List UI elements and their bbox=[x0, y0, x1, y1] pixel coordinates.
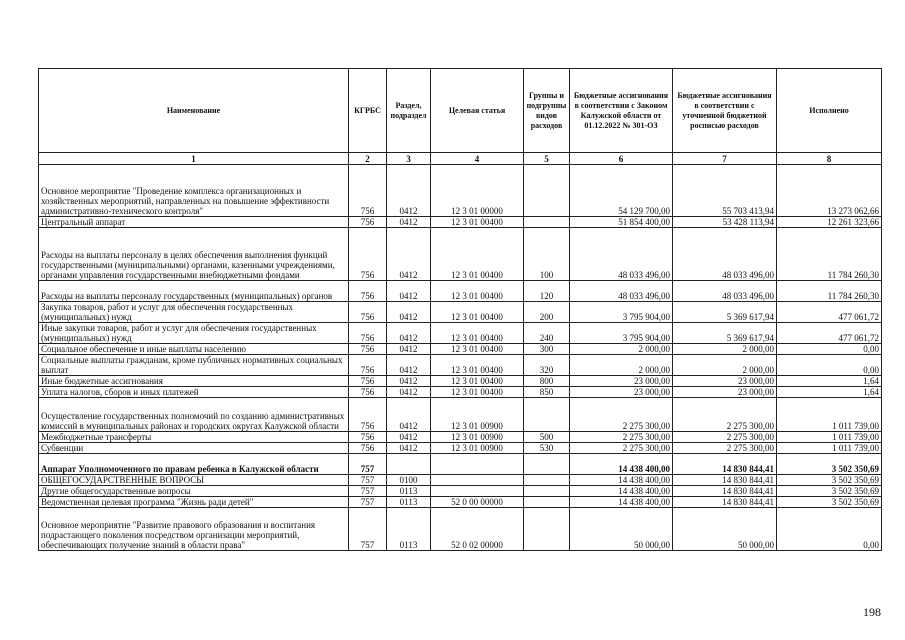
cell-statya: 12 3 01 00900 bbox=[431, 432, 524, 443]
col-num: 5 bbox=[524, 153, 570, 165]
col-num: 2 bbox=[349, 153, 387, 165]
cell-statya: 12 3 01 00900 bbox=[431, 443, 524, 454]
column-number-row bbox=[39, 153, 882, 165]
cell-statya: 12 3 01 00400 bbox=[431, 344, 524, 355]
cell-kgrbs: 756 bbox=[349, 344, 387, 355]
cell-razdel: 0412 bbox=[387, 344, 431, 355]
cell-vid: 240 bbox=[524, 323, 570, 344]
cell-rospis: 55 703 413,94 bbox=[673, 165, 777, 217]
cell-kgrbs: 757 bbox=[349, 486, 387, 497]
cell-razdel bbox=[387, 454, 431, 475]
cell-razdel: 0412 bbox=[387, 387, 431, 398]
budget-table-container bbox=[38, 68, 881, 551]
cell-kgrbs: 756 bbox=[349, 228, 387, 281]
cell-law: 2 275 300,00 bbox=[570, 398, 673, 432]
cell-kgrbs: 756 bbox=[349, 376, 387, 387]
cell-statya bbox=[431, 486, 524, 497]
cell-kgrbs: 756 bbox=[349, 432, 387, 443]
table-row bbox=[39, 454, 882, 475]
cell-razdel: 0412 bbox=[387, 376, 431, 387]
cell-done: 1 011 739,00 bbox=[777, 443, 882, 454]
cell-law: 48 033 496,00 bbox=[570, 281, 673, 302]
cell-vid: 100 bbox=[524, 228, 570, 281]
cell-rospis: 23 000,00 bbox=[673, 387, 777, 398]
cell-kgrbs: 756 bbox=[349, 443, 387, 454]
cell-name: Расходы на выплаты персоналу в целях обеспечения выполнения функций государственными (муниципальными) органами, казенными учреждениями, органами управления государственными внебюджетными фондами bbox=[39, 228, 349, 281]
table-row bbox=[39, 387, 882, 398]
cell-kgrbs: 756 bbox=[349, 281, 387, 302]
cell-law: 50 000,00 bbox=[570, 508, 673, 551]
table-row bbox=[39, 281, 882, 302]
cell-statya: 12 3 01 00400 bbox=[431, 228, 524, 281]
cell-done: 1 011 739,00 bbox=[777, 398, 882, 432]
cell-done: 477 061,72 bbox=[777, 323, 882, 344]
cell-vid bbox=[524, 165, 570, 217]
cell-vid bbox=[524, 454, 570, 475]
cell-name: Закупка товаров, работ и услуг для обеспечения государственных (муниципальных) нужд bbox=[39, 302, 349, 323]
col-num: 7 bbox=[673, 153, 777, 165]
table-row bbox=[39, 508, 882, 551]
cell-kgrbs: 757 bbox=[349, 508, 387, 551]
cell-statya: 12 3 01 00400 bbox=[431, 217, 524, 228]
cell-name: Осуществление государственных полномочий по созданию административных комиссий в муниципальных районах и городских округах Калужской области bbox=[39, 398, 349, 432]
cell-kgrbs: 756 bbox=[349, 323, 387, 344]
cell-kgrbs: 757 bbox=[349, 454, 387, 475]
cell-rospis: 53 428 113,94 bbox=[673, 217, 777, 228]
cell-done: 1,64 bbox=[777, 376, 882, 387]
cell-vid: 300 bbox=[524, 344, 570, 355]
cell-done: 0,00 bbox=[777, 344, 882, 355]
cell-name: Аппарат Уполномоченного по правам ребенка в Калужской области bbox=[39, 454, 349, 475]
cell-law: 48 033 496,00 bbox=[570, 228, 673, 281]
cell-kgrbs: 756 bbox=[349, 302, 387, 323]
cell-statya: 12 3 01 00000 bbox=[431, 165, 524, 217]
budget-table bbox=[38, 68, 882, 551]
cell-name: Основное мероприятие "Развитие правового образования и воспитания подрастающего поколения посредством организации мероприятий, обеспечивающих получение знаний в области права" bbox=[39, 508, 349, 551]
cell-statya bbox=[431, 475, 524, 486]
cell-vid bbox=[524, 475, 570, 486]
cell-name: Иные закупки товаров, работ и услуг для обеспечения государственных (муниципальных) нужд bbox=[39, 323, 349, 344]
header-row bbox=[39, 69, 882, 153]
header-vid: Группы и подгруппы видов расходов bbox=[524, 69, 570, 153]
cell-razdel: 0113 bbox=[387, 486, 431, 497]
cell-name: Основное мероприятие "Проведение комплекса организационных и хозяйственных мероприятий, направленных на повышение эффективности административно-технического контроля" bbox=[39, 165, 349, 217]
cell-name: Межбюджетные трансферты bbox=[39, 432, 349, 443]
cell-razdel: 0412 bbox=[387, 217, 431, 228]
page-number: 198 bbox=[863, 605, 881, 619]
col-num: 3 bbox=[387, 153, 431, 165]
cell-kgrbs: 756 bbox=[349, 387, 387, 398]
col-num: 4 bbox=[431, 153, 524, 165]
cell-statya: 12 3 01 00400 bbox=[431, 355, 524, 376]
cell-statya: 12 3 01 00400 bbox=[431, 376, 524, 387]
cell-kgrbs: 756 bbox=[349, 398, 387, 432]
cell-razdel: 0412 bbox=[387, 323, 431, 344]
cell-statya bbox=[431, 454, 524, 475]
cell-law: 2 275 300,00 bbox=[570, 432, 673, 443]
cell-name: Социальное обеспечение и иные выплаты населению bbox=[39, 344, 349, 355]
cell-statya: 12 3 01 00400 bbox=[431, 323, 524, 344]
cell-vid bbox=[524, 398, 570, 432]
cell-rospis: 2 275 300,00 bbox=[673, 443, 777, 454]
cell-razdel: 0100 bbox=[387, 475, 431, 486]
cell-name: Уплата налогов, сборов и иных платежей bbox=[39, 387, 349, 398]
header-law: Бюджетные ассигнования в соответствии с Законом Калужской области от 01.12.2022 № 301-ОЗ bbox=[570, 69, 673, 153]
header-razdel: Раздел, подраздел bbox=[387, 69, 431, 153]
table-row bbox=[39, 228, 882, 281]
cell-law: 3 795 904,00 bbox=[570, 323, 673, 344]
cell-vid: 200 bbox=[524, 302, 570, 323]
cell-law: 14 438 400,00 bbox=[570, 454, 673, 475]
table-row bbox=[39, 398, 882, 432]
cell-rospis: 14 830 844,41 bbox=[673, 486, 777, 497]
cell-name: Иные бюджетные ассигнования bbox=[39, 376, 349, 387]
cell-razdel: 0412 bbox=[387, 165, 431, 217]
cell-razdel: 0412 bbox=[387, 398, 431, 432]
cell-vid bbox=[524, 497, 570, 508]
cell-law: 54 129 700,00 bbox=[570, 165, 673, 217]
cell-vid: 530 bbox=[524, 443, 570, 454]
cell-kgrbs: 757 bbox=[349, 475, 387, 486]
cell-law: 2 000,00 bbox=[570, 344, 673, 355]
cell-vid bbox=[524, 486, 570, 497]
cell-razdel: 0412 bbox=[387, 355, 431, 376]
cell-razdel: 0412 bbox=[387, 281, 431, 302]
cell-statya: 12 3 01 00900 bbox=[431, 398, 524, 432]
cell-razdel: 0412 bbox=[387, 432, 431, 443]
cell-kgrbs: 756 bbox=[349, 217, 387, 228]
cell-vid: 120 bbox=[524, 281, 570, 302]
cell-name: Центральный аппарат bbox=[39, 217, 349, 228]
cell-done: 12 261 323,66 bbox=[777, 217, 882, 228]
cell-statya: 12 3 01 00400 bbox=[431, 387, 524, 398]
table-row bbox=[39, 165, 882, 217]
header-rospis: Бюджетные ассигнования в соответствии с уточненной бюджетной росписью расходов bbox=[673, 69, 777, 153]
col-num: 8 bbox=[777, 153, 882, 165]
table-row bbox=[39, 323, 882, 344]
cell-rospis: 48 033 496,00 bbox=[673, 228, 777, 281]
cell-law: 2 275 300,00 bbox=[570, 443, 673, 454]
cell-done: 3 502 350,69 bbox=[777, 454, 882, 475]
cell-done: 11 784 260,30 bbox=[777, 281, 882, 302]
header-statya: Целевая статья bbox=[431, 69, 524, 153]
cell-law: 23 000,00 bbox=[570, 387, 673, 398]
cell-law: 3 795 904,00 bbox=[570, 302, 673, 323]
table-row bbox=[39, 302, 882, 323]
cell-name: Субвенции bbox=[39, 443, 349, 454]
cell-statya: 52 0 02 00000 bbox=[431, 508, 524, 551]
header-name: Наименование bbox=[39, 69, 349, 153]
cell-done: 11 784 260,30 bbox=[777, 228, 882, 281]
header-kgrbs: КГРБС bbox=[349, 69, 387, 153]
table-row bbox=[39, 475, 882, 486]
cell-done: 3 502 350,69 bbox=[777, 497, 882, 508]
cell-vid bbox=[524, 508, 570, 551]
cell-rospis: 48 033 496,00 bbox=[673, 281, 777, 302]
cell-name: Другие общегосударственные вопросы bbox=[39, 486, 349, 497]
cell-kgrbs: 756 bbox=[349, 165, 387, 217]
cell-rospis: 14 830 844,41 bbox=[673, 454, 777, 475]
cell-done: 477 061,72 bbox=[777, 302, 882, 323]
cell-rospis: 14 830 844,41 bbox=[673, 475, 777, 486]
cell-razdel: 0412 bbox=[387, 302, 431, 323]
cell-vid: 850 bbox=[524, 387, 570, 398]
cell-done: 0,00 bbox=[777, 355, 882, 376]
table-row bbox=[39, 443, 882, 454]
cell-done: 0,00 bbox=[777, 508, 882, 551]
cell-law: 23 000,00 bbox=[570, 376, 673, 387]
cell-name: Ведомственная целевая программа "Жизнь ради детей" bbox=[39, 497, 349, 508]
cell-rospis: 2 000,00 bbox=[673, 355, 777, 376]
col-num: 1 bbox=[39, 153, 349, 165]
cell-law: 51 854 400,00 bbox=[570, 217, 673, 228]
cell-name: Социальные выплаты гражданам, кроме публичных нормативных социальных выплат bbox=[39, 355, 349, 376]
table-body bbox=[39, 165, 882, 551]
cell-razdel: 0113 bbox=[387, 508, 431, 551]
table-row bbox=[39, 497, 882, 508]
table-row bbox=[39, 432, 882, 443]
cell-vid bbox=[524, 217, 570, 228]
cell-done: 1 011 739,00 bbox=[777, 432, 882, 443]
table-row bbox=[39, 376, 882, 387]
cell-razdel: 0113 bbox=[387, 497, 431, 508]
table-row bbox=[39, 217, 882, 228]
cell-rospis: 2 000,00 bbox=[673, 344, 777, 355]
table-row bbox=[39, 355, 882, 376]
cell-done: 3 502 350,69 bbox=[777, 486, 882, 497]
cell-law: 14 438 400,00 bbox=[570, 497, 673, 508]
cell-statya: 52 0 00 00000 bbox=[431, 497, 524, 508]
cell-rospis: 5 369 617,94 bbox=[673, 323, 777, 344]
cell-law: 14 438 400,00 bbox=[570, 486, 673, 497]
cell-rospis: 2 275 300,00 bbox=[673, 432, 777, 443]
cell-law: 2 000,00 bbox=[570, 355, 673, 376]
cell-name: Расходы на выплаты персоналу государственных (муниципальных) органов bbox=[39, 281, 349, 302]
cell-statya: 12 3 01 00400 bbox=[431, 281, 524, 302]
cell-vid: 500 bbox=[524, 432, 570, 443]
cell-name: ОБЩЕГОСУДАРСТВЕННЫЕ ВОПРОСЫ bbox=[39, 475, 349, 486]
cell-razdel: 0412 bbox=[387, 228, 431, 281]
cell-done: 13 273 062,66 bbox=[777, 165, 882, 217]
col-num: 6 bbox=[570, 153, 673, 165]
cell-kgrbs: 757 bbox=[349, 497, 387, 508]
cell-vid: 320 bbox=[524, 355, 570, 376]
cell-rospis: 23 000,00 bbox=[673, 376, 777, 387]
cell-kgrbs: 756 bbox=[349, 355, 387, 376]
cell-rospis: 14 830 844,41 bbox=[673, 497, 777, 508]
cell-rospis: 5 369 617,94 bbox=[673, 302, 777, 323]
cell-done: 1,64 bbox=[777, 387, 882, 398]
header-done: Исполнено bbox=[777, 69, 882, 153]
cell-rospis: 50 000,00 bbox=[673, 508, 777, 551]
cell-statya: 12 3 01 00400 bbox=[431, 302, 524, 323]
table-row bbox=[39, 486, 882, 497]
cell-done: 3 502 350,69 bbox=[777, 475, 882, 486]
cell-law: 14 438 400,00 bbox=[570, 475, 673, 486]
table-row bbox=[39, 344, 882, 355]
cell-razdel: 0412 bbox=[387, 443, 431, 454]
cell-rospis: 2 275 300,00 bbox=[673, 398, 777, 432]
cell-vid: 800 bbox=[524, 376, 570, 387]
